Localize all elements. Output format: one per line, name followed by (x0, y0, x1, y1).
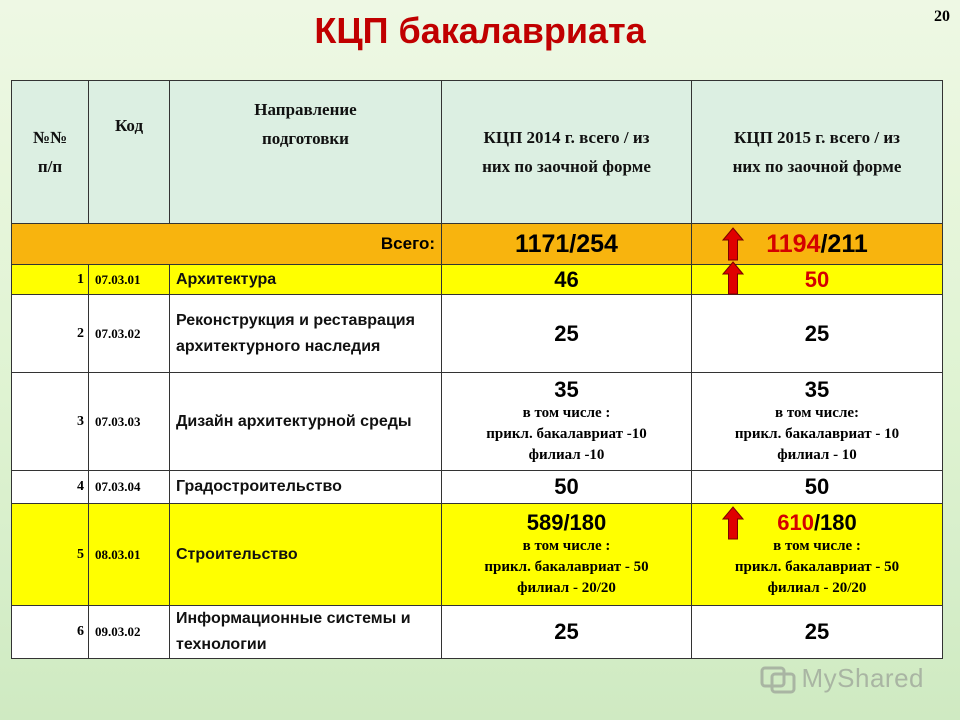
row-2015 (692, 265, 943, 295)
row-num: 2 (12, 295, 89, 373)
row-2014-note: прикл. бакалавриат -10 (486, 426, 647, 442)
row-num: 6 (12, 606, 89, 659)
row-2014-value: 589/180 (526, 510, 607, 535)
total-2014 (442, 224, 692, 265)
total-2015 (692, 224, 943, 265)
row-2014 (442, 373, 692, 471)
kcp-table (11, 80, 943, 659)
row-2014-note: прикл. бакалавриат - 50 (484, 559, 649, 575)
row-code: 07.03.01 (89, 265, 170, 295)
row-2014-note: в том числе : (522, 405, 611, 421)
watermark (760, 663, 925, 694)
arrow-up-icon (722, 506, 744, 540)
table-row (12, 471, 943, 504)
arrow-up-icon (722, 227, 744, 261)
row-2015-value: 50 (804, 474, 830, 499)
row-num: 1 (12, 265, 89, 295)
row-2015-value: 25 (804, 619, 830, 644)
row-direction: Информационные системы и технологии (170, 606, 442, 659)
page-number: 20 (934, 8, 950, 25)
row-num: 3 (12, 373, 89, 471)
header-row (12, 81, 943, 224)
row-code: 07.03.04 (89, 471, 170, 504)
row-2014 (442, 471, 692, 504)
row-direction: Строительство (170, 504, 442, 606)
table-row (12, 606, 943, 659)
row-num: 4 (12, 471, 89, 504)
row-direction: Архитектура (170, 265, 442, 295)
row-2015-note: филиал - 20/20 (767, 580, 867, 596)
row-2015-note: прикл. бакалавриат - 10 (734, 426, 900, 442)
row-2014-value: 25 (554, 619, 579, 644)
row-2014-note: в том числе : (522, 538, 611, 554)
arrow-up-icon (722, 261, 744, 295)
row-direction: Дизайн архитектурной среды (170, 373, 442, 471)
row-2014 (442, 265, 692, 295)
row-2015 (692, 504, 943, 606)
row-direction: Реконструкция и реставрация архитектурного наследия (170, 295, 442, 373)
total-2015-main: 1194 (766, 229, 821, 258)
row-2014-value: 50 (554, 474, 579, 499)
row-2015-note: в том числе : (773, 538, 861, 554)
row-code: 07.03.02 (89, 295, 170, 373)
row-2014 (442, 606, 692, 659)
row-2015-note: прикл. бакалавриат - 50 (734, 559, 900, 575)
row-2015-note: филиал - 10 (777, 447, 857, 463)
table-row (12, 265, 943, 295)
table-row (12, 504, 943, 606)
row-2014 (442, 295, 692, 373)
row-2015 (692, 373, 943, 471)
row-2015-rest: /180 (813, 510, 857, 535)
total-2015-rest: /211 (820, 229, 868, 258)
row-code: 07.03.03 (89, 373, 170, 471)
table-row (12, 373, 943, 471)
header-code: Код (89, 81, 170, 224)
row-code: 09.03.02 (89, 606, 170, 659)
page-title: КЦП бакалавриата (314, 10, 646, 51)
row-direction: Градостроительство (170, 471, 442, 504)
row-2014-value: 46 (554, 266, 579, 292)
row-2015-value: 25 (804, 320, 830, 346)
row-2015 (692, 471, 943, 504)
row-2014-value: 35 (554, 377, 579, 402)
header-num: №№ п/п (12, 81, 89, 224)
row-code: 08.03.01 (89, 504, 170, 606)
row-2014 (442, 504, 692, 606)
total-row (12, 224, 943, 265)
row-2015-note: в том числе: (774, 405, 860, 421)
header-kcp-2014: КЦП 2014 г. всего / из них по заочной форме (442, 81, 692, 224)
header-direction: Направление подготовки (170, 81, 442, 224)
row-2015 (692, 295, 943, 373)
row-num: 5 (12, 504, 89, 606)
total-label: Всего: (12, 224, 442, 265)
header-kcp-2015: КЦП 2015 г. всего / из них по заочной форме (692, 81, 943, 224)
watermark-text: MyShared (801, 663, 924, 693)
row-2015-value: 35 (804, 377, 830, 402)
row-2014-note: филиал - 20/20 (517, 580, 616, 596)
row-2015-value: 50 (804, 266, 830, 292)
row-2015 (692, 606, 943, 659)
myshared-logo-icon (760, 664, 796, 694)
row-2015-main: 610 (777, 510, 814, 535)
total-2014-value: 1171/254 (515, 229, 618, 258)
row-2014-value: 25 (554, 320, 579, 346)
row-2014-note: филиал -10 (528, 447, 605, 463)
table-row (12, 295, 943, 373)
